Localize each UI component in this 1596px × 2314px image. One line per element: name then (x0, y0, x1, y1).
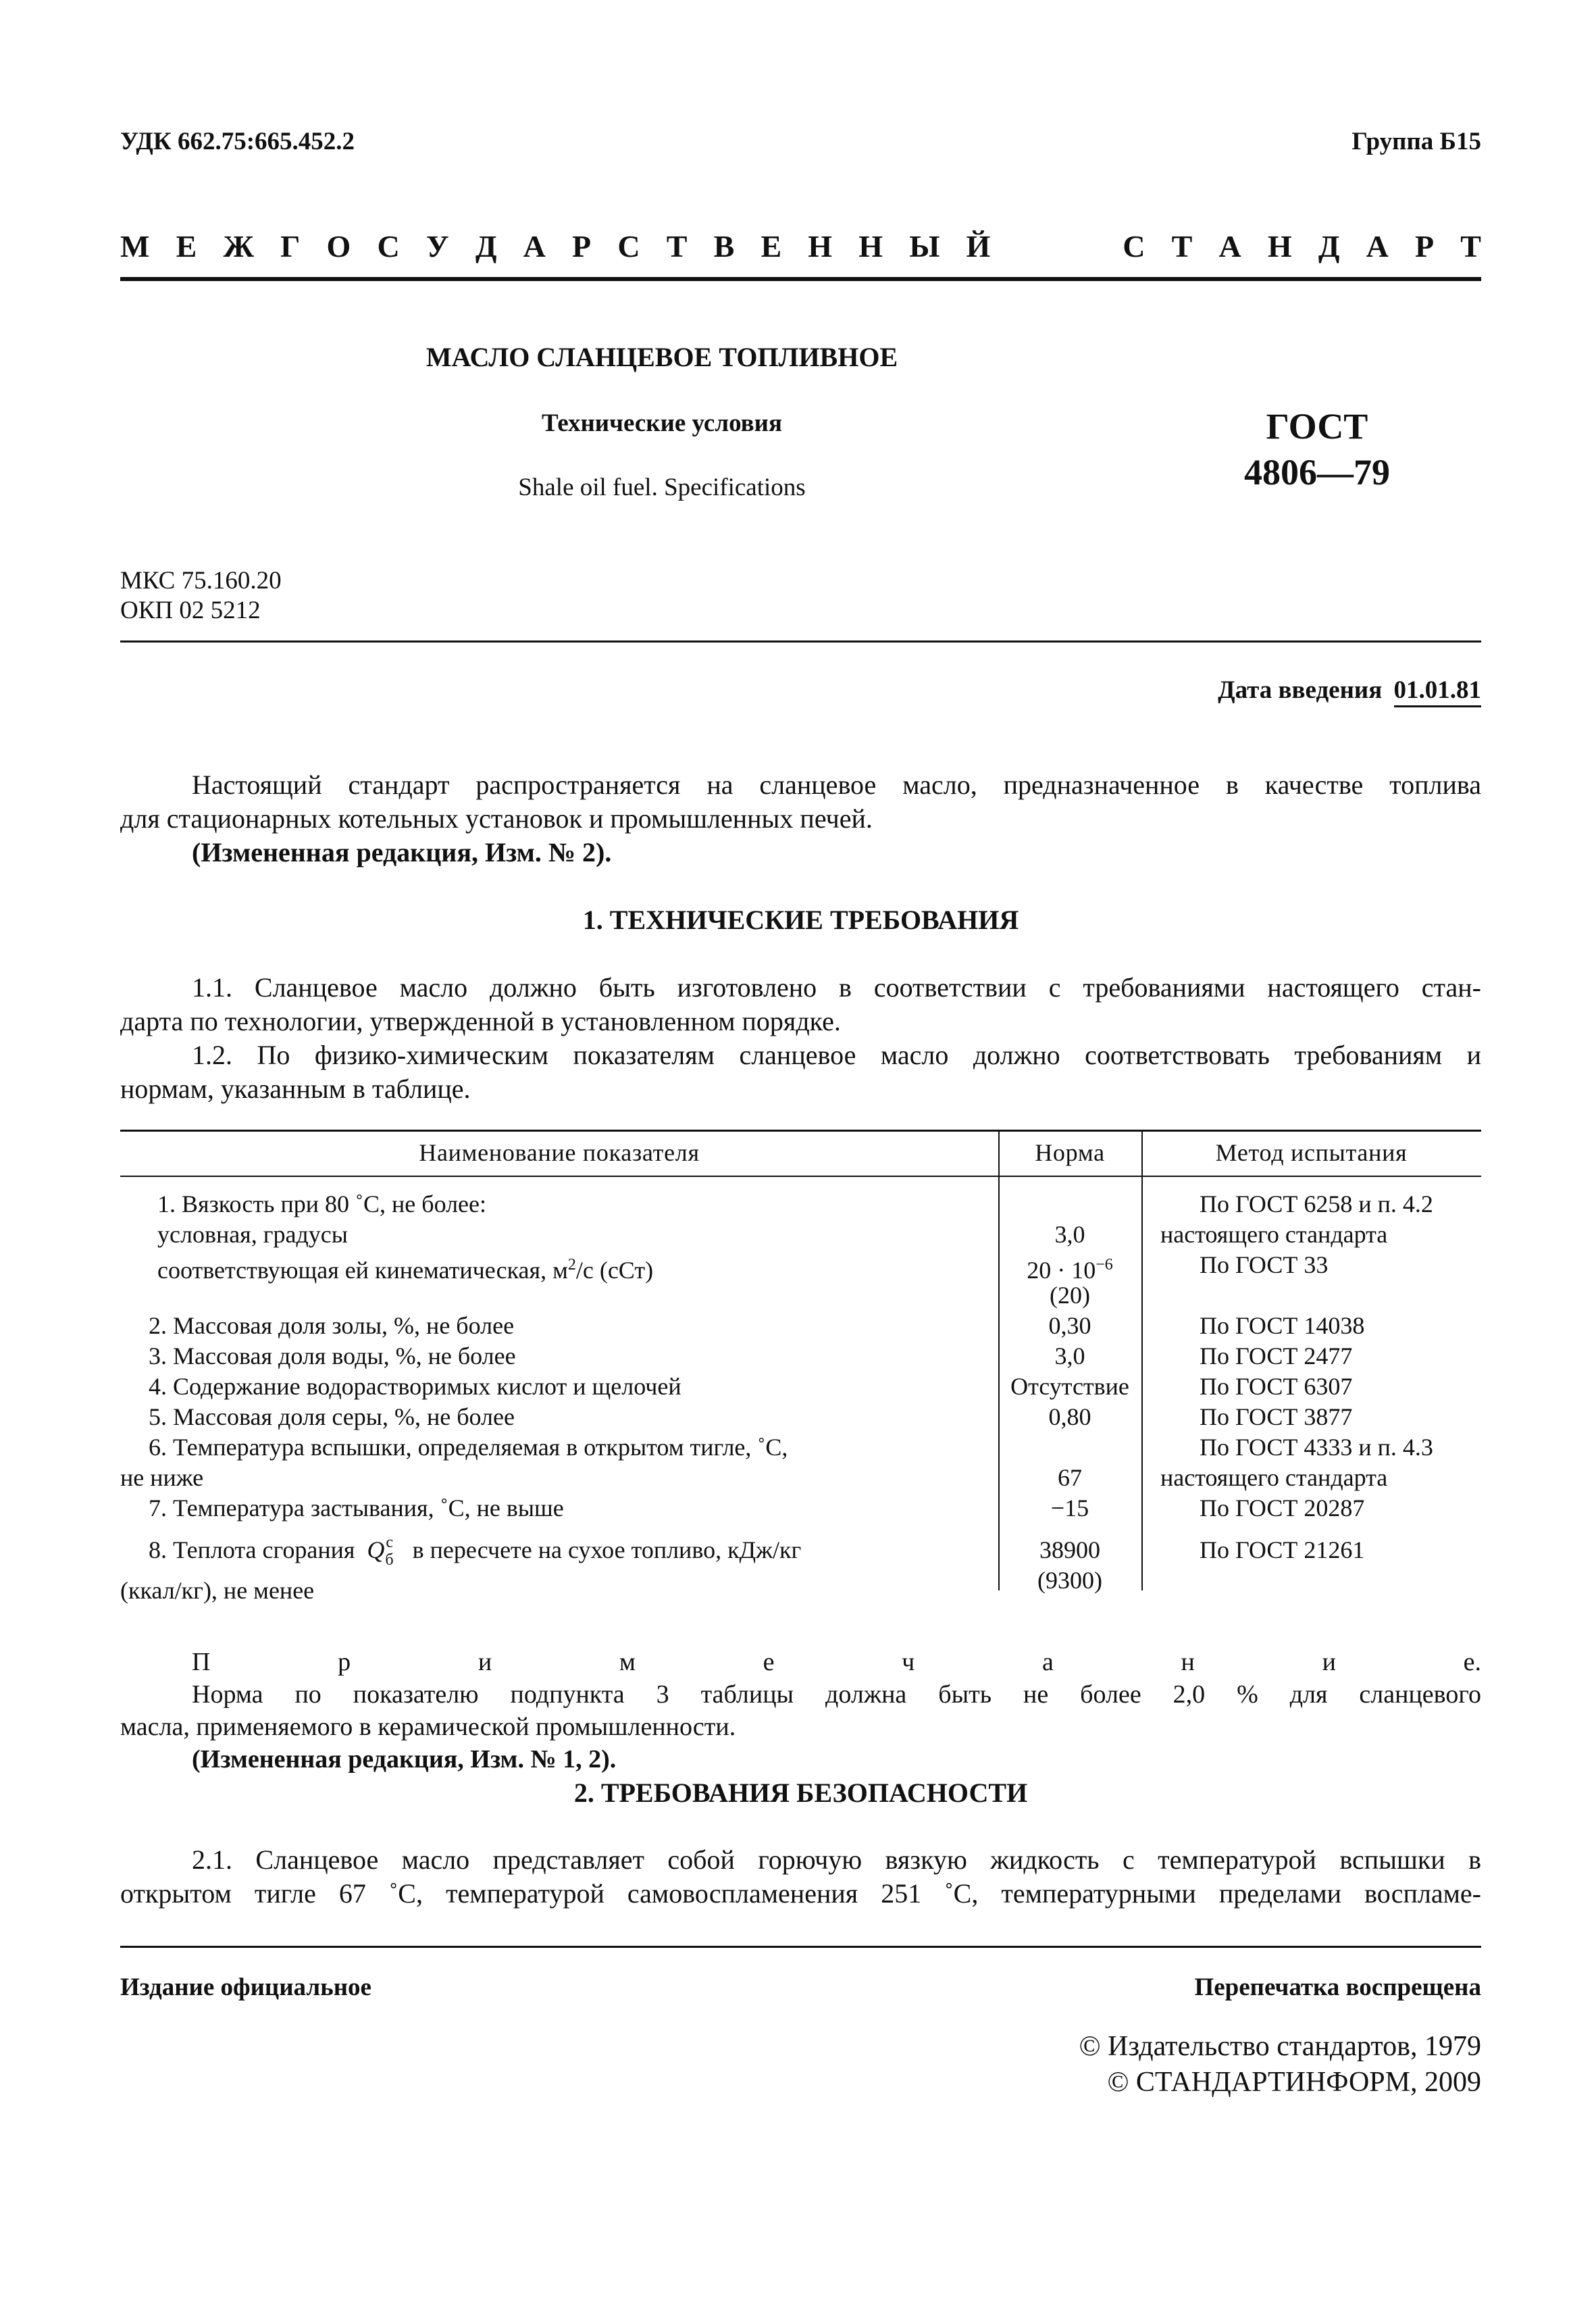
kinematic-text: соответствующая ей кинематическая, м (157, 1257, 568, 1284)
table-cell-method: По ГОСТ 14038 (1200, 1312, 1365, 1339)
okp-code: ОКП 02 5212 (120, 597, 261, 624)
table-cell-name: 7. Температура застывания, ˚С, не выше (149, 1494, 564, 1521)
table-cell-method: По ГОСТ 4333 и п. 4.3 (1200, 1434, 1433, 1461)
table-header-method: Метод испытания (1215, 1139, 1408, 1166)
table-cell-name: 1. Вязкость при 80 ˚С, не более: (157, 1190, 487, 1217)
norm-exponent: −6 (1096, 1256, 1113, 1274)
gost-number: 4806—79 (1244, 452, 1390, 493)
table-cell-method: настоящего стандарта (1160, 1221, 1388, 1248)
table-cell-norm: Отсутствие (1010, 1373, 1129, 1400)
udk-code: УДК 662.75:665.452.2 (120, 128, 355, 155)
intro-date-label: Дата введения (1218, 676, 1383, 704)
section-2-paragraphs (120, 1843, 1481, 1911)
table-cell-norm: (20) (1050, 1282, 1090, 1309)
table-cell-norm: (9300) (1037, 1567, 1102, 1594)
note-amendment: (Измененная редакция, Изм. № 1, 2). (192, 1745, 617, 1774)
heat-superscript: с (386, 1534, 394, 1551)
table-cell-name: условная, градусы (157, 1221, 348, 1248)
footer-rule (120, 1946, 1481, 1948)
table-cell-norm: 0,80 (1048, 1403, 1091, 1430)
intro-line-2: для стационарных котельных установок и промышленных печей. (120, 803, 873, 834)
note-line-2: масла, применяемого в керамической промышленности. (120, 1713, 736, 1741)
standard-banner: М Е Ж Г О С У Д А Р С Т В Е Н Н Ы Й С Т А Н Д А Р Т (120, 229, 1481, 263)
intro-amendment: (Измененная редакция, Изм. № 2). (192, 837, 612, 867)
para-2-1-line-1: 2.1. Сланцевое масло представляет собой горючую вязкую жидкость с температурой вспышки в (192, 1844, 1481, 1875)
english-title: Shale oil fuel. Specifications (518, 474, 806, 501)
heat-symbol (367, 1534, 400, 1569)
heat-subscript: б (385, 1551, 394, 1569)
table-header-rule (120, 1176, 1481, 1177)
intro-paragraph (120, 768, 1481, 870)
note-label: П р и м е ч а н и е. (192, 1648, 1481, 1676)
table-cell-norm: 3,0 (1054, 1221, 1085, 1248)
document-title: МАСЛО СЛАНЦЕВОЕ ТОПЛИВНОЕ (426, 342, 898, 372)
table-cell-name (149, 1535, 801, 1569)
table-note (120, 1646, 1481, 1776)
note-text: Норма по показателю подпункта 3 таблицы должна быть не более 2,0 % для сланцевого (192, 1680, 1481, 1709)
table-cell-method: По ГОСТ 6307 (1200, 1373, 1353, 1400)
reprint-prohibited: Перепечатка воспрещена (1194, 1973, 1481, 2001)
section-1-paragraphs (120, 971, 1481, 1106)
table-cell-name: 5. Массовая доля серы, %, не более (149, 1403, 515, 1430)
kinematic-unit: /с (сСт) (575, 1257, 654, 1284)
heat-text: 8. Теплота сгорания (149, 1536, 355, 1563)
table-cell-norm: 0,30 (1048, 1312, 1091, 1339)
table-cell-name: 4. Содержание водорастворимых кислот и щелочей (149, 1373, 681, 1400)
banner-rule (120, 277, 1481, 281)
intro-date (1218, 676, 1481, 705)
table-cell-method: По ГОСТ 20287 (1200, 1494, 1365, 1521)
gost-label: ГОСТ (1266, 406, 1368, 447)
intro-line-1: Настоящий стандарт распространяется на сланцевое масло, предназначенное в качестве топлива (192, 770, 1481, 800)
table-cell-method: По ГОСТ 33 (1200, 1251, 1329, 1278)
table-cell-norm: 67 (1058, 1464, 1082, 1491)
table-col-divider-2 (1141, 1130, 1143, 1590)
table-cell-norm: −15 (1050, 1494, 1089, 1521)
section-2-title: 2. ТРЕБОВАНИЯ БЕЗОПАСНОСТИ (573, 1778, 1028, 1808)
table-cell-name: не ниже (120, 1464, 204, 1491)
document-subtitle: Технические условия (542, 409, 782, 437)
mks-code: МКС 75.160.20 (120, 567, 282, 595)
para-1-1-line-1: 1.1. Сланцевое масло должно быть изготовлено в соответствии с требованиями настоящего стан- (192, 972, 1481, 1003)
copyright-1979: © Издательство стандартов, 1979 (1079, 2031, 1481, 2062)
table-cell-method: настоящего стандарта (1160, 1464, 1388, 1491)
official-edition: Издание официальное (120, 1973, 371, 2001)
para-1-2-line-1: 1.2. По физико-химическим показателям сланцевое масло должно соответствовать требованиям и (192, 1040, 1481, 1070)
norm-base: 20 · 10 (1027, 1257, 1096, 1284)
table-cell-name (157, 1250, 653, 1286)
table-cell-name: 2. Массовая доля золы, %, не более (149, 1312, 515, 1339)
copyright-2009: © СТАНДАРТИНФОРМ, 2009 (1107, 2067, 1481, 2098)
table-cell-name: 6. Температура вспышки, определяемая в открытом тигле, ˚С, (149, 1434, 788, 1461)
table-cell-norm: 3,0 (1054, 1342, 1085, 1369)
table-cell-name: 3. Массовая доля воды, %, не более (149, 1342, 516, 1369)
intro-date-value: 01.01.81 (1394, 676, 1482, 707)
table-top-rule (120, 1130, 1481, 1132)
table-header-name: Наименование показателя (419, 1139, 700, 1166)
table-cell-method: По ГОСТ 6258 и п. 4.2 (1200, 1190, 1433, 1217)
group-code: Группа Б15 (1352, 128, 1481, 155)
table-header-norm: Норма (1035, 1139, 1105, 1166)
unit-superscript: 2 (567, 1256, 576, 1274)
heat-symbol-letter: Q (367, 1536, 385, 1563)
codes-rule (120, 640, 1481, 643)
para-2-1-line-2: открытом тигле 67 ˚С, температурой самовоспламенения 251 ˚С, температурными пределами воспламе- (120, 1878, 1481, 1909)
para-1-1-line-2: дарта по технологии, утвержденной в установленном порядке. (120, 1006, 841, 1036)
table-cell-method: По ГОСТ 21261 (1200, 1536, 1365, 1563)
table-cell-method: По ГОСТ 3877 (1200, 1403, 1353, 1430)
table-cell-norm: 38900 (1039, 1536, 1100, 1563)
table-cell-method: По ГОСТ 2477 (1200, 1342, 1353, 1369)
para-1-2-line-2: нормам, указанным в таблице. (120, 1074, 471, 1104)
section-1-title: 1. ТЕХНИЧЕСКИЕ ТРЕБОВАНИЯ (582, 905, 1019, 935)
table-cell-name: (ккал/кг), не менее (120, 1577, 315, 1604)
heat-text-cont: в пересчете на сухое топливо, кДж/кг (412, 1536, 802, 1563)
specifications-table (120, 1130, 1481, 1603)
note-line-1 (120, 1646, 1481, 1711)
